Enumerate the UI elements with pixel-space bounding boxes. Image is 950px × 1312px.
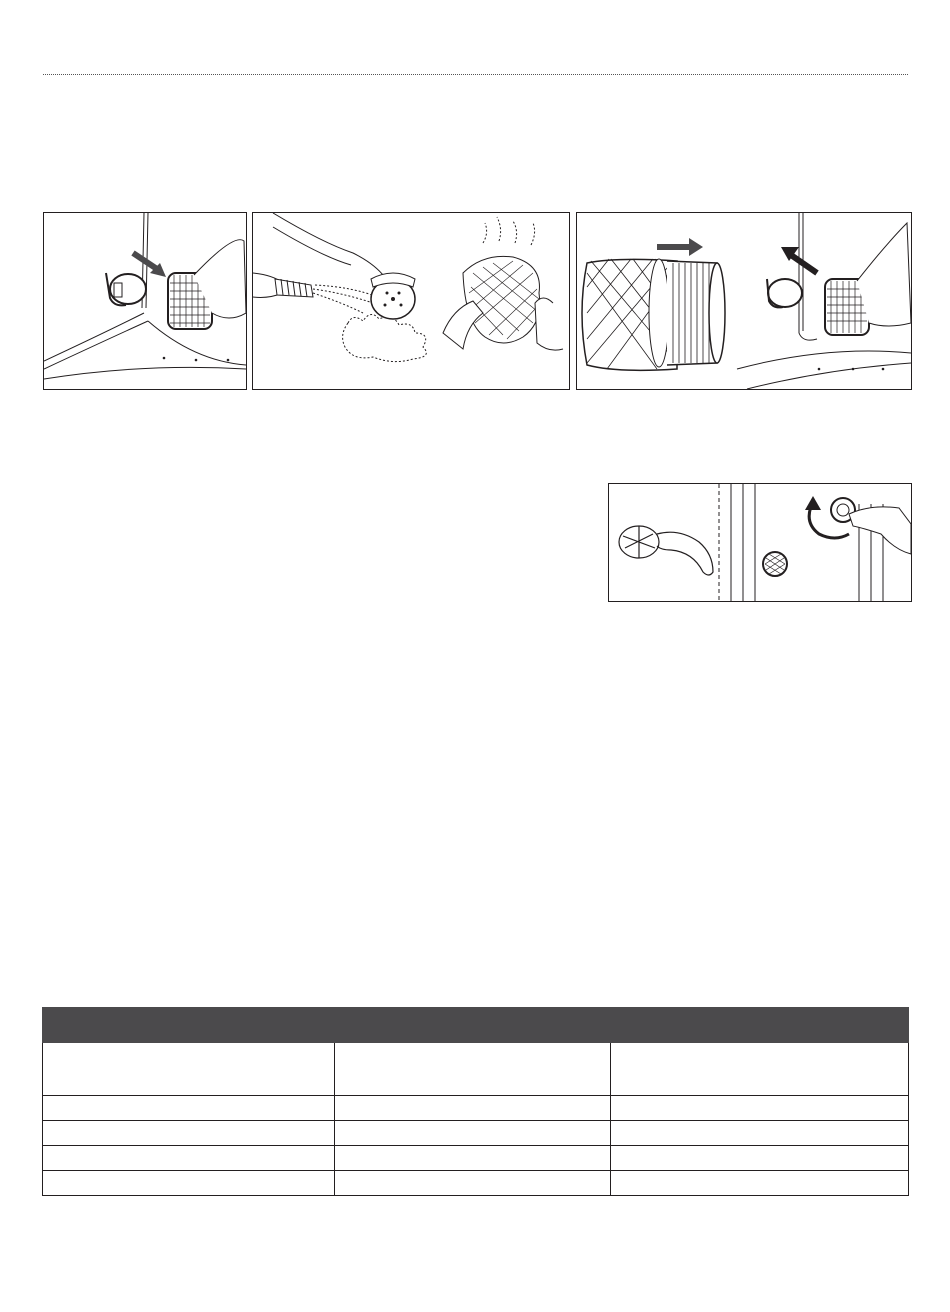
table-cell xyxy=(335,1096,611,1121)
table-row xyxy=(43,1121,909,1146)
table-row xyxy=(43,1043,909,1096)
table-cell xyxy=(335,1171,611,1196)
filter-rinsing-icon xyxy=(253,213,569,389)
filter-rinsing-figure xyxy=(252,212,570,390)
table-row xyxy=(43,1096,909,1121)
filter-install-icon xyxy=(577,213,911,389)
table-header-cell xyxy=(335,1008,611,1043)
table-cell xyxy=(335,1043,611,1096)
filter-removal-icon xyxy=(44,213,246,389)
table-header-cell xyxy=(43,1008,335,1043)
table-cell xyxy=(611,1171,909,1196)
filter-removal-figure xyxy=(43,212,247,390)
table-cell xyxy=(43,1043,335,1096)
table-cell xyxy=(335,1121,611,1146)
table-cell xyxy=(43,1146,335,1171)
table-row xyxy=(43,1171,909,1196)
table-cell xyxy=(43,1171,335,1196)
table-cell xyxy=(43,1096,335,1121)
table-cell xyxy=(611,1121,909,1146)
spec-table xyxy=(42,1007,909,1196)
table-header-row xyxy=(43,1008,909,1043)
section-divider xyxy=(43,74,908,75)
connector-wrench-icon xyxy=(609,484,911,601)
filter-install-figure xyxy=(576,212,912,390)
connector-wrench-figure xyxy=(608,483,912,602)
table-cell xyxy=(611,1146,909,1171)
table-cell xyxy=(335,1146,611,1171)
table-header-cell xyxy=(611,1008,909,1043)
table-row xyxy=(43,1146,909,1171)
table-cell xyxy=(611,1043,909,1096)
table-cell xyxy=(611,1096,909,1121)
table-cell xyxy=(43,1121,335,1146)
